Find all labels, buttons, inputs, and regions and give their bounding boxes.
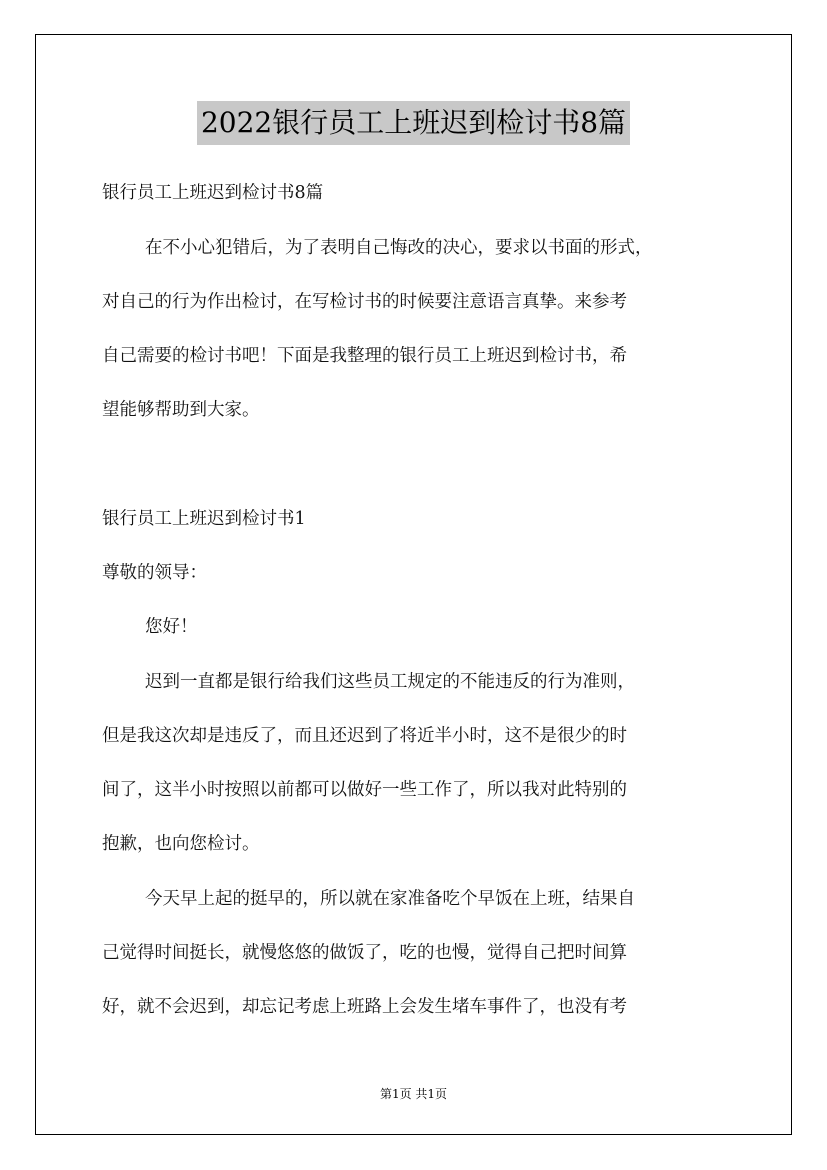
intro-line-1: 在不小心犯错后，为了表明自己悔改的决心，要求以书面的形式， [145,238,653,258]
para2-line-2: 己觉得时间挺长，就慢悠悠的做饭了，吃的也慢，觉得自己把时间算 [102,943,627,963]
document-title: 2022银行员工上班迟到检讨书8篇 [197,101,630,145]
intro-line-4: 望能够帮助到大家。 [102,400,260,420]
para1-line-2: 但是我这次却是违反了，而且还迟到了将近半小时，这不是很少的时 [102,726,627,746]
subtitle: 银行员工上班迟到检讨书8篇 [102,183,324,203]
intro-line-3: 自己需要的检讨书吧！下面是我整理的银行员工上班迟到检讨书，希 [102,346,627,366]
salutation: 尊敬的领导： [102,563,207,583]
para2-line-1: 今天早上起的挺早的，所以就在家准备吃个早饭在上班，结果自 [145,889,635,909]
para1-line-3: 间了，这半小时按照以前都可以做好一些工作了，所以我对此特别的 [102,780,627,800]
intro-line-2: 对自己的行为作出检讨，在写检讨书的时候要注意语言真挚。来参考 [102,292,627,312]
para1-line-4: 抱歉，也向您检讨。 [102,834,260,854]
section-title: 银行员工上班迟到检讨书1 [102,509,306,529]
para2-line-3: 好，就不会迟到，却忘记考虑上班路上会发生堵车事件了，也没有考 [102,997,627,1017]
page-footer: 第1页 共1页 [379,1087,448,1101]
greeting: 您好！ [145,617,198,637]
para1-line-1: 迟到一直都是银行给我们这些员工规定的不能违反的行为准则， [145,672,635,692]
